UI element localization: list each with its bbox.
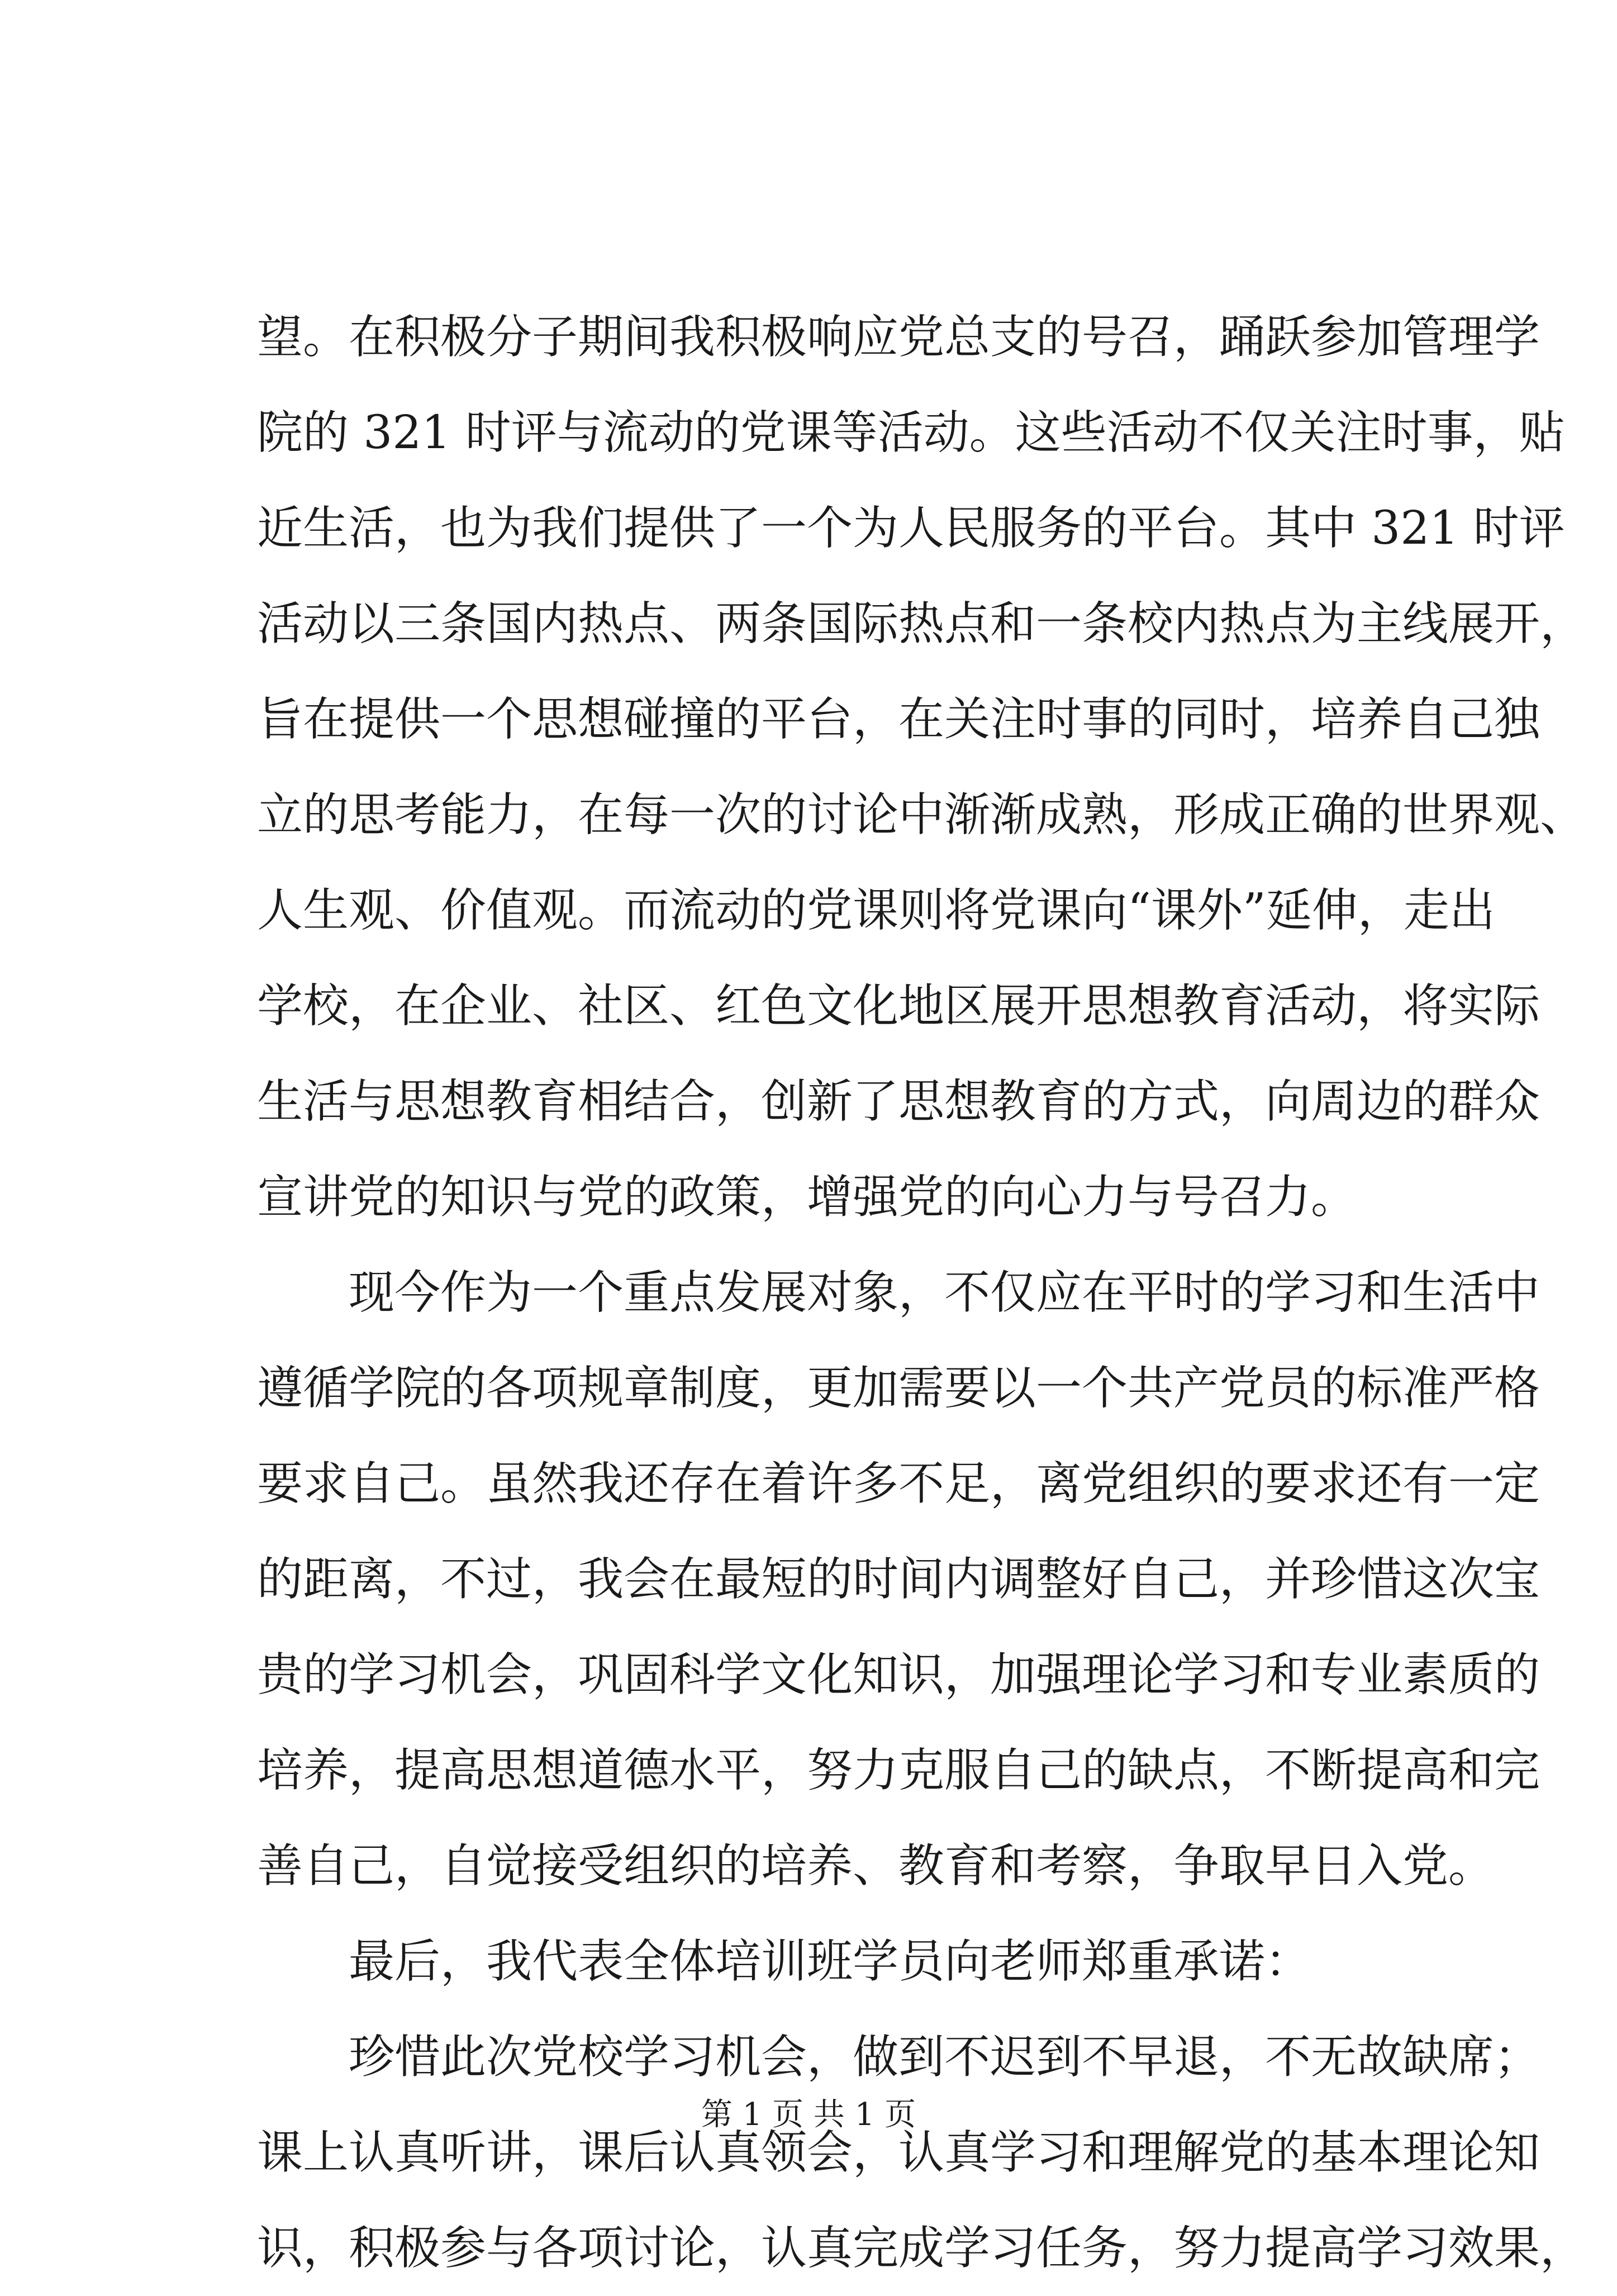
text-line: 院的 321 时评与流动的党课等活动。这些活动不仅关注时事，贴 (257, 406, 1565, 459)
text-line: 近生活，也为我们提供了一个为人民服务的平台。其中 321 时评 (257, 502, 1565, 555)
text-line: 贵的学习机会，巩固科学文化知识，加强理论学习和专业素质的 (257, 1648, 1540, 1701)
text-line: 善自己，自觉接受组织的培养、教育和考察，争取早日入党。 (257, 1839, 1495, 1893)
text-line: 旨在提供一个思想碰撞的平台，在关注时事的同时，培养自己独 (257, 693, 1540, 746)
text-line: 最后，我代表全体培训班学员向老师郑重承诺： (349, 1935, 1311, 1988)
text-line: 珍惜此次党校学习机会，做到不迟到不早退，不无故缺席； (349, 2031, 1540, 2084)
text-line: 培养，提高思想道德水平，努力克服自己的缺点，不断提高和完 (257, 1744, 1540, 1797)
text-line: 望。在积极分子期间我积极响应党总支的号召，踊跃参加管理学 (257, 311, 1540, 364)
text-line: 遵循学院的各项规章制度，更加需要以一个共产党员的标准严格 (257, 1362, 1540, 1415)
text-line: 活动以三条国内热点、两条国际热点和一条校内热点为主线展开， (257, 597, 1586, 650)
text-line: 生活与思想教育相结合，创新了思想教育的方式，向周边的群众 (257, 1075, 1540, 1128)
text-line: 要求自己。虽然我还存在着许多不足，离党组织的要求还有一定 (257, 1457, 1540, 1510)
text-line: 学校，在企业、社区、红色文化地区展开思想教育活动，将实际 (257, 980, 1540, 1033)
text-line: 识，积极参与各项讨论，认真完成学习任务，努力提高学习效果， (257, 2222, 1586, 2275)
text-line: 人生观、价值观。而流动的党课则将党课向“课外”延伸，走出 (257, 884, 1495, 937)
text-line: 立的思考能力，在每一次的讨论中渐渐成熟，形成正确的世界观、 (257, 788, 1586, 842)
text-line: 课上认真听讲，课后认真领会，认真学习和理解党的基本理论知 (257, 2126, 1540, 2179)
text-line: 宣讲党的知识与党的政策，增强党的向心力与号召力。 (257, 1171, 1357, 1224)
text-line: 现今作为一个重点发展对象，不仅应在平时的学习和生活中 (349, 1266, 1540, 1319)
text-line: 的距离，不过，我会在最短的时间内调整好自己，并珍惜这次宝 (257, 1553, 1540, 1606)
body-text (257, 289, 1586, 2296)
page-footer: 第 1 页 共 1 页 (701, 2097, 916, 2133)
